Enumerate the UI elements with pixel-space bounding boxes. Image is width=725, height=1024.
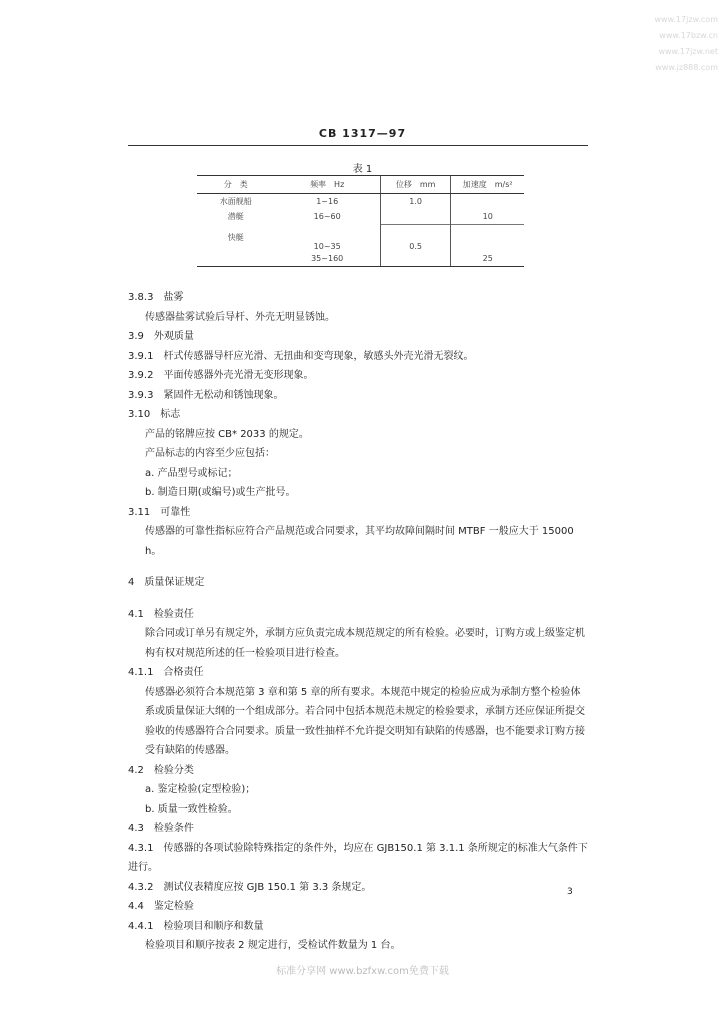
table-cell: 水面舰船 — [219, 197, 252, 206]
vibration-table — [197, 175, 524, 267]
table-row — [197, 209, 524, 225]
table-row — [197, 194, 524, 210]
watermark-line: www.17jzw.com — [654, 15, 718, 24]
section-heading: 4.4.1 检验项目和顺序和数量 — [128, 920, 264, 932]
section-heading: 3.9 外观质量 — [128, 331, 194, 342]
section-heading: 3.10 标志 — [128, 409, 181, 420]
section-heading: 3.8.3 盐雾 — [128, 292, 184, 303]
table-header-cell: 加速度 m/s² — [451, 176, 524, 194]
watermark-line: www.jz888.com — [655, 63, 718, 72]
paragraph: 传感器盐雾试验后导杆、外壳无明显锈蚀。 — [145, 311, 335, 323]
page-number: 3 — [567, 887, 573, 897]
watermark-line: www.17bzw.cn — [659, 31, 718, 40]
section-heading: 4.3 检验条件 — [128, 823, 194, 834]
table-cell: 10 — [451, 209, 524, 225]
paragraph: 产品标志的内容至少应包括： — [145, 448, 275, 459]
section-heading: 4.1 检验责任 — [128, 608, 194, 620]
section-heading: 4.1.1 合格责任 — [128, 667, 204, 678]
clause: 4.3.1 传感器的各项试验除特殊指定的条件外，均应在 GJB150.1 第 3.1.1 条所规定的标准大气条件下进行。 — [128, 842, 588, 873]
table-cell — [197, 251, 274, 267]
section-heading: 4.4 鉴定检验 — [128, 901, 194, 912]
header-rule — [128, 145, 588, 146]
paragraph: 传感器必须符合本规范第 3 章和第 5 章的所有要求。本规范中规定的检验应成为承制方整个检验体系或质量保证大纲的一个组成部分。若合同中包括本规范未规定的检验要求，承制方还应保证所提交验收的传感器符合合同要求。质量一致性抽样不允许提交明知有缺陷的传感器，也不能要求订购方接受有缺陷的传感器。 — [145, 686, 585, 756]
watermark — [628, 12, 718, 76]
list-item: b. 质量一致性检验。 — [145, 803, 238, 815]
paragraph: 产品的铭牌应按 CB* 2033 的规定。 — [145, 428, 309, 440]
paragraph: 除合同或订单另有规定外，承制方应负责完成本规范规定的所有检验。必要时，订购方或上级鉴定机构有权对规范所述的任一检验项目进行检查。 — [145, 628, 585, 659]
table-cell — [451, 225, 524, 251]
paragraph: 传感器的可靠性指标应符合产品规范或合同要求，其平均故障间隔时间 MTBF 一般应大于 15000 h。 — [145, 526, 574, 557]
table-cell: 0.5 — [380, 225, 451, 251]
table-cell: 25 — [451, 251, 524, 267]
table-cell: 16~60 — [313, 212, 341, 222]
table-cell: 1~16 — [316, 197, 339, 206]
table-cell: 潜艇 — [227, 212, 244, 222]
table-header-cell: 位移 mm — [380, 176, 451, 194]
table-cell: 快艇 — [227, 233, 244, 242]
table-cell — [380, 209, 451, 225]
table-cell: 35~160 — [274, 251, 380, 267]
list-item: a. 产品型号或标记； — [145, 467, 238, 479]
table-row — [197, 251, 524, 267]
footer-watermark: 标准分享网 www.bzfxw.com免费下载 — [276, 966, 449, 977]
table-cell — [380, 251, 451, 267]
section-heading: 3.11 可靠性 — [128, 506, 191, 518]
table-caption: 表 1 — [352, 164, 373, 175]
document-code: CB 1317—97 — [318, 127, 407, 140]
table-row — [197, 225, 524, 251]
table-header-cell: 分 类 — [197, 176, 274, 194]
clause: 3.9.1 杆式传感器导杆应光滑、无扭曲和变弯现象，敏感头外壳光滑无裂纹。 — [128, 350, 474, 362]
clause: 3.9.3 紧固件无松动和锈蚀现象。 — [128, 389, 284, 401]
list-item: a. 鉴定检验(定型检验)； — [145, 784, 256, 795]
watermark-line: www.17jzw.net — [658, 47, 718, 56]
chapter-heading: 4 质量保证规定 — [128, 577, 205, 588]
table-header-cell: 频率 Hz — [274, 176, 380, 194]
list-item: b. 制造日期(或编号)或生产批号。 — [145, 487, 296, 498]
clause: 4.3.2 测试仪表精度应按 GJB 150.1 第 3.3 条规定。 — [128, 881, 372, 893]
document-body — [128, 288, 588, 956]
paragraph: 检验项目和顺序按表 2 规定进行，受检试件数量为 1 台。 — [145, 940, 401, 951]
table-cell: 10~35 — [313, 241, 341, 251]
table-cell — [451, 194, 524, 210]
section-heading: 4.2 检验分类 — [128, 764, 194, 776]
table-cell: 1.0 — [380, 194, 451, 210]
clause: 3.9.2 平面传感器外壳光滑无变形现象。 — [128, 370, 314, 381]
